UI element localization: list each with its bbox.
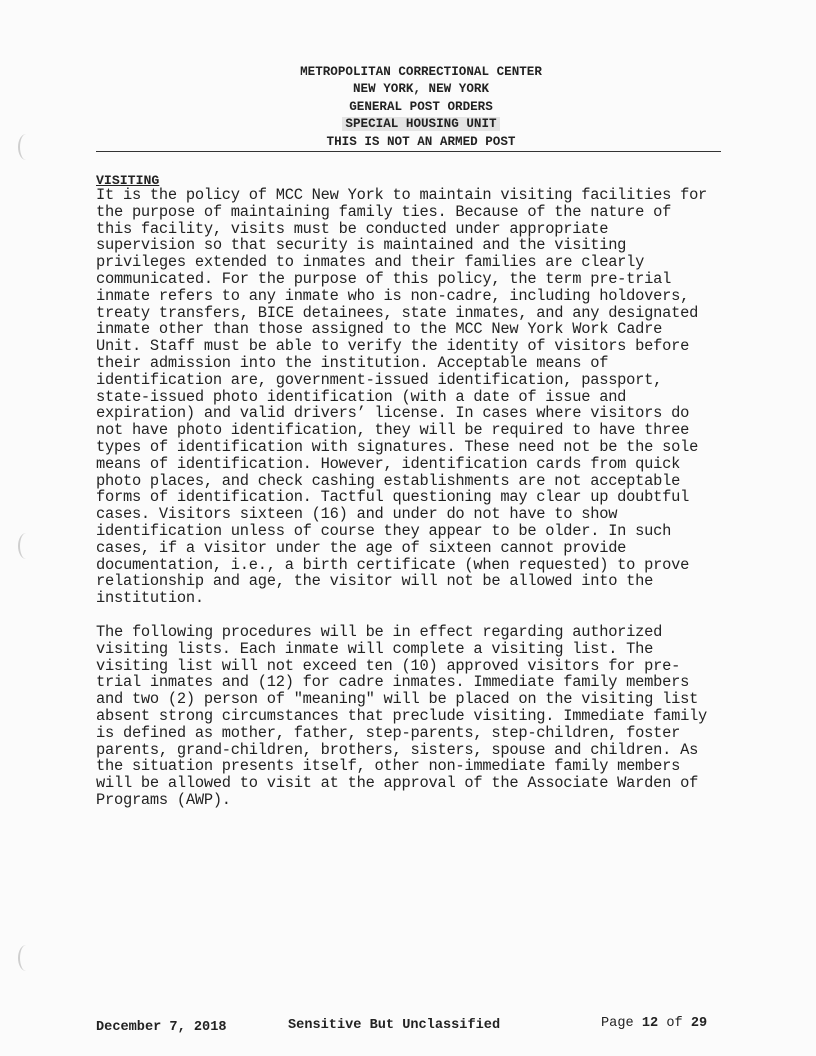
text-line: forms of identification. Tactful questioning may clear up doubtful	[96, 488, 690, 507]
text-line: expiration) and valid drivers’ license. In cases where visitors do	[96, 404, 690, 423]
paragraph-policy	[96, 187, 756, 607]
text-line: parents, grand-children, brothers, sisters, spouse and children. As	[96, 740, 699, 759]
text-line: the purpose of maintaining family ties. Because of the nature of	[96, 202, 672, 221]
text-line: documentation, i.e., a birth certificate (when requested) to prove	[96, 555, 690, 574]
punch-hole-mark	[18, 533, 34, 559]
text-line: communicated. For the purpose of this policy, the term pre-trial	[96, 269, 672, 288]
text-line: supervision so that security is maintained and the visiting	[96, 236, 627, 255]
page-total: 29	[690, 1016, 708, 1031]
text-line: relationship and age, the visitor will not be allowed into the	[96, 572, 654, 591]
header-location: NEW YORK, NEW YORK	[352, 82, 490, 97]
text-line: identification unless of course they appear to be older. In such	[96, 521, 672, 540]
text-line: photo places, and check cashing establishments are not acceptable	[96, 471, 681, 490]
text-line: types of identification with signatures. These need not be the sole	[96, 437, 699, 456]
text-line: identification are, government-issued identification, passport,	[96, 370, 663, 389]
text-line: trial inmates and (12) for cadre inmates. Immediate family members	[96, 673, 690, 692]
text-line: Unit. Staff must be able to verify the identity of visitors before	[96, 337, 690, 356]
text-line: Programs (AWP).	[96, 790, 231, 809]
footer-page-number	[601, 1016, 707, 1031]
header-post-status: THIS IS NOT AN ARMED POST	[326, 134, 516, 149]
header-unit	[96, 116, 746, 133]
text-line: inmate refers to any inmate who is non-cadre, including holdovers,	[96, 286, 690, 305]
text-line: inmate other than those assigned to the MCC New York Work Cadre	[96, 320, 663, 339]
text-line: their admission into the institution. Acceptable means of	[96, 353, 609, 372]
text-line: institution.	[96, 589, 204, 608]
footer-date: December 7, 2018	[96, 1020, 227, 1035]
text-line: state-issued photo identification (with a date of issue and	[96, 387, 627, 406]
text-line: and two (2) person of "meaning" will be placed on the visiting list	[96, 690, 699, 709]
text-line: the situation presents itself, other non-immediate family members	[96, 757, 681, 776]
text-line: will be allowed to visit at the approval of the Associate Warden of	[96, 774, 699, 793]
text-line: treaty transfers, BICE detainees, state inmates, and any designated	[96, 303, 699, 322]
document-footer	[96, 1018, 736, 1040]
header-institution: METROPOLITAN CORRECTIONAL CENTER	[300, 65, 542, 79]
text-line: is defined as mother, father, step-parents, step-children, foster	[96, 723, 681, 742]
text-line: means of identification. However, identification cards from quick	[96, 454, 681, 473]
document-header	[96, 64, 746, 151]
paragraph-spacer	[96, 607, 756, 624]
header-orders-type: GENERAL POST ORDERS	[349, 99, 493, 114]
page-of-label: of	[666, 1016, 683, 1031]
text-line: It is the policy of MCC New York to maintain visiting facilities for	[96, 186, 708, 204]
text-line: absent strong circumstances that preclude visiting. Immediate family	[96, 706, 708, 725]
body-text	[96, 187, 756, 809]
page-label: Page	[601, 1016, 634, 1031]
text-line: this facility, visits must be conducted under appropriate	[96, 219, 609, 238]
section-title: VISITING	[96, 173, 160, 188]
header-unit-highlight: SPECIAL HOUSING UNIT	[342, 117, 499, 131]
page-current: 12	[641, 1016, 659, 1031]
text-line: cases. Visitors sixteen (16) and under do not have to show	[96, 505, 618, 524]
punch-hole-mark	[18, 945, 34, 971]
text-line: visiting list will not exceed ten (10) approved visitors for pre-	[96, 656, 681, 675]
text-line: The following procedures will be in effect regarding authorized	[96, 622, 663, 641]
paragraph-procedures	[96, 624, 756, 809]
footer-classification: Sensitive But Unclassified	[288, 1018, 501, 1033]
text-line: privileges extended to inmates and their families are clearly	[96, 253, 645, 272]
text-line: not have photo identification, they will be required to have three	[96, 421, 690, 440]
text-line: cases, if a visitor under the age of sixteen cannot provide	[96, 538, 627, 557]
punch-hole-mark	[18, 134, 34, 160]
text-line: visiting lists. Each inmate will complete a visiting list. The	[96, 639, 654, 658]
header-divider	[96, 151, 721, 152]
